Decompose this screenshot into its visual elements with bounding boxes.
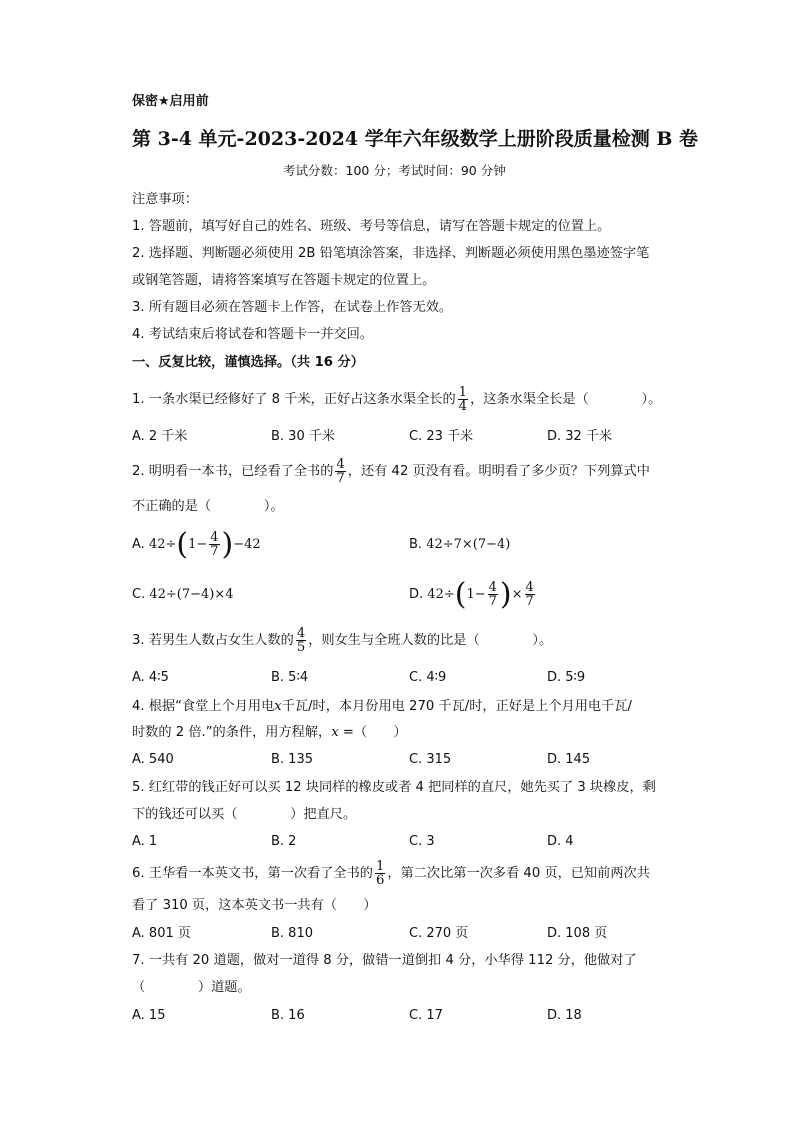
question-3-text-end: ，则女生与全班人数的比是（ ）。 (308, 633, 553, 648)
fraction-numerator: 4 (336, 456, 345, 472)
fraction-denominator: 5 (296, 639, 306, 655)
q6-option-b: B. 810 (271, 926, 313, 941)
question-1 (132, 383, 661, 417)
fraction-numerator: 4 (296, 625, 306, 641)
q5-option-c: C. 3 (409, 834, 435, 849)
section-heading: 一、反复比较，谨慎选择。（共 16 分） (132, 355, 364, 370)
q3-option-b: B. 5∶4 (271, 670, 309, 685)
q2-option-d (409, 577, 537, 613)
fraction-denominator: 7 (488, 594, 497, 609)
left-paren: ( (454, 576, 467, 612)
fraction-numerator: 4 (210, 530, 219, 545)
notice-item-4: 4. 考试结束后将试卷和答题卡一并交回。 (132, 327, 373, 342)
question-2 (132, 455, 650, 489)
q6-option-c: C. 270 页 (409, 926, 469, 941)
notice-item-3: 3. 所有题目必须在答题卡上作答，在试卷上作答无效。 (132, 300, 453, 315)
q4-option-a: A. 540 (132, 752, 174, 767)
option-expression: 42÷(7−4)×4 (149, 587, 234, 602)
question-3 (132, 624, 552, 658)
q7-option-d: D. 18 (547, 1008, 582, 1023)
expr-part: 1− (466, 587, 486, 602)
expr-part: −42 (233, 537, 261, 552)
fraction-denominator: 6 (375, 872, 385, 888)
question-4-line-2 (132, 724, 407, 742)
expr-part: 42÷ (148, 537, 177, 552)
fraction-numerator: 4 (488, 580, 497, 595)
q1-option-d: D. 32 千米 (547, 429, 612, 444)
option-label: D. (409, 587, 424, 602)
q6-option-a: A. 801 页 (132, 926, 191, 941)
option-expression: 42÷7×(7−4) (426, 537, 511, 552)
question-6-text: 6. 王华看一本英文书，第一次看了全书的 (132, 866, 373, 881)
notice-item-2-cont: 或钢笔答题，请将答案填写在答题卡规定的位置上。 (132, 273, 436, 288)
variable-x: x (331, 725, 339, 740)
question-5: 5. 红红带的钱正好可以买 12 块同样的橡皮或者 4 把同样的直尺，她先买了 3 块橡皮，剩 (132, 780, 656, 795)
option-d-fraction (488, 581, 498, 608)
q1-option-a: A. 2 千米 (132, 429, 188, 444)
q3-option-a: A. 4∶5 (132, 670, 169, 685)
question-6-line-2: 看了 310 页，这本英文书一共有（ ） (132, 898, 377, 913)
notice-item-1: 1. 答题前，填写好自己的姓名、班级、考号等信息，请写在答题卡规定的位置上。 (132, 219, 611, 234)
question-3-text: 3. 若男生人数占女生人数的 (132, 633, 294, 648)
q2-option-b (409, 536, 510, 554)
expr-part: 42÷ (427, 587, 455, 602)
question-5-line-2: 下的钱还可以买（ ）把直尺。 (132, 807, 357, 822)
notice-item-2: 2. 选择题、判断题必须使用 2B 铅笔填涂答案，非选择、判断题必须使用黑色墨迹签字笔 (132, 246, 650, 261)
fraction-numerator: 1 (375, 858, 385, 874)
exam-subtitle: 考试分数：100 分；考试时间：90 分钟 (283, 163, 506, 178)
option-label: A. (132, 537, 145, 552)
question-2-text: 2. 明明看一本书，已经看了全书的 (132, 464, 334, 479)
question-4-text: 4. 根据“食堂上个月用电 (132, 699, 275, 714)
q7-option-c: C. 17 (409, 1008, 443, 1023)
variable-x: x (274, 699, 282, 714)
right-paren: ) (221, 526, 234, 562)
q7-option-a: A. 15 (132, 1008, 166, 1023)
q4-option-c: C. 315 (409, 752, 452, 767)
question-7-line-2: （ ）道题。 (132, 980, 251, 995)
q1-option-c: C. 23 千米 (409, 429, 474, 444)
fraction-numerator: 1 (458, 384, 468, 400)
q7-option-b: B. 16 (271, 1008, 305, 1023)
question-4 (132, 698, 632, 716)
option-label: B. (409, 537, 423, 552)
question-7: 7. 一共有 20 道题，做对一道得 8 分，做错一道倒扣 4 分，小华得 112 分，他做对了 (132, 953, 637, 968)
question-1-text: 1. 一条水渠已经修好了 8 千米，正好占这条水渠全长的 (132, 392, 456, 407)
confidential-label: 保密★启用前 (132, 94, 209, 109)
question-6-text-end: ，第二次比第一次多看 40 页，已知前两次共 (387, 866, 650, 881)
q4-option-b: B. 135 (271, 752, 313, 767)
exam-title: 第 3-4 单元-2023-2024 学年六年级数学上册阶段质量检测 B 卷 (132, 128, 698, 150)
question-2-fraction (335, 458, 345, 485)
q5-option-b: B. 2 (271, 834, 297, 849)
fraction-denominator: 7 (525, 594, 534, 609)
question-6-fraction (375, 860, 385, 887)
question-4-text-end: 千瓦/时，本月份用电 270 千瓦/时，正好是上个月用电千瓦/ (281, 699, 632, 714)
fraction-denominator: 4 (458, 398, 468, 414)
q2-option-a (132, 527, 261, 563)
option-label: C. (132, 587, 146, 602)
left-paren: ( (176, 526, 189, 562)
expr-part: × (511, 587, 523, 602)
notice-heading: 注意事项： (132, 192, 198, 207)
q4-option-d: D. 145 (547, 752, 591, 767)
q1-option-b: B. 30 千米 (271, 429, 335, 444)
q6-option-d: D. 108 页 (547, 926, 608, 941)
q3-option-c: C. 4∶9 (409, 670, 447, 685)
q5-option-d: D. 4 (547, 834, 574, 849)
right-paren: ) (499, 576, 512, 612)
question-3-fraction (296, 627, 306, 654)
question-6 (132, 857, 650, 891)
expr-part: 1− (188, 537, 208, 552)
q5-option-a: A. 1 (132, 834, 158, 849)
question-2-line-2: 不正确的是（ ）。 (132, 499, 284, 514)
question-1-text-end: ，这条水渠全长是（ ）。 (470, 392, 662, 407)
question-4-equation-blank: =（ ） (338, 725, 407, 740)
option-a-fraction (209, 531, 219, 558)
question-2-text-end: ，还有 42 页没有看。明明看了多少页？下列算式中 (347, 464, 650, 479)
q3-option-d: D. 5∶9 (547, 670, 586, 685)
fraction-denominator: 7 (210, 544, 219, 559)
question-4-text: 时数的 2 倍.”的条件，用方程解， (132, 725, 332, 740)
question-1-fraction (458, 386, 468, 413)
option-d-fraction-2 (525, 581, 535, 608)
q2-option-c (132, 586, 234, 604)
fraction-numerator: 4 (525, 580, 534, 595)
fraction-denominator: 7 (336, 470, 345, 486)
